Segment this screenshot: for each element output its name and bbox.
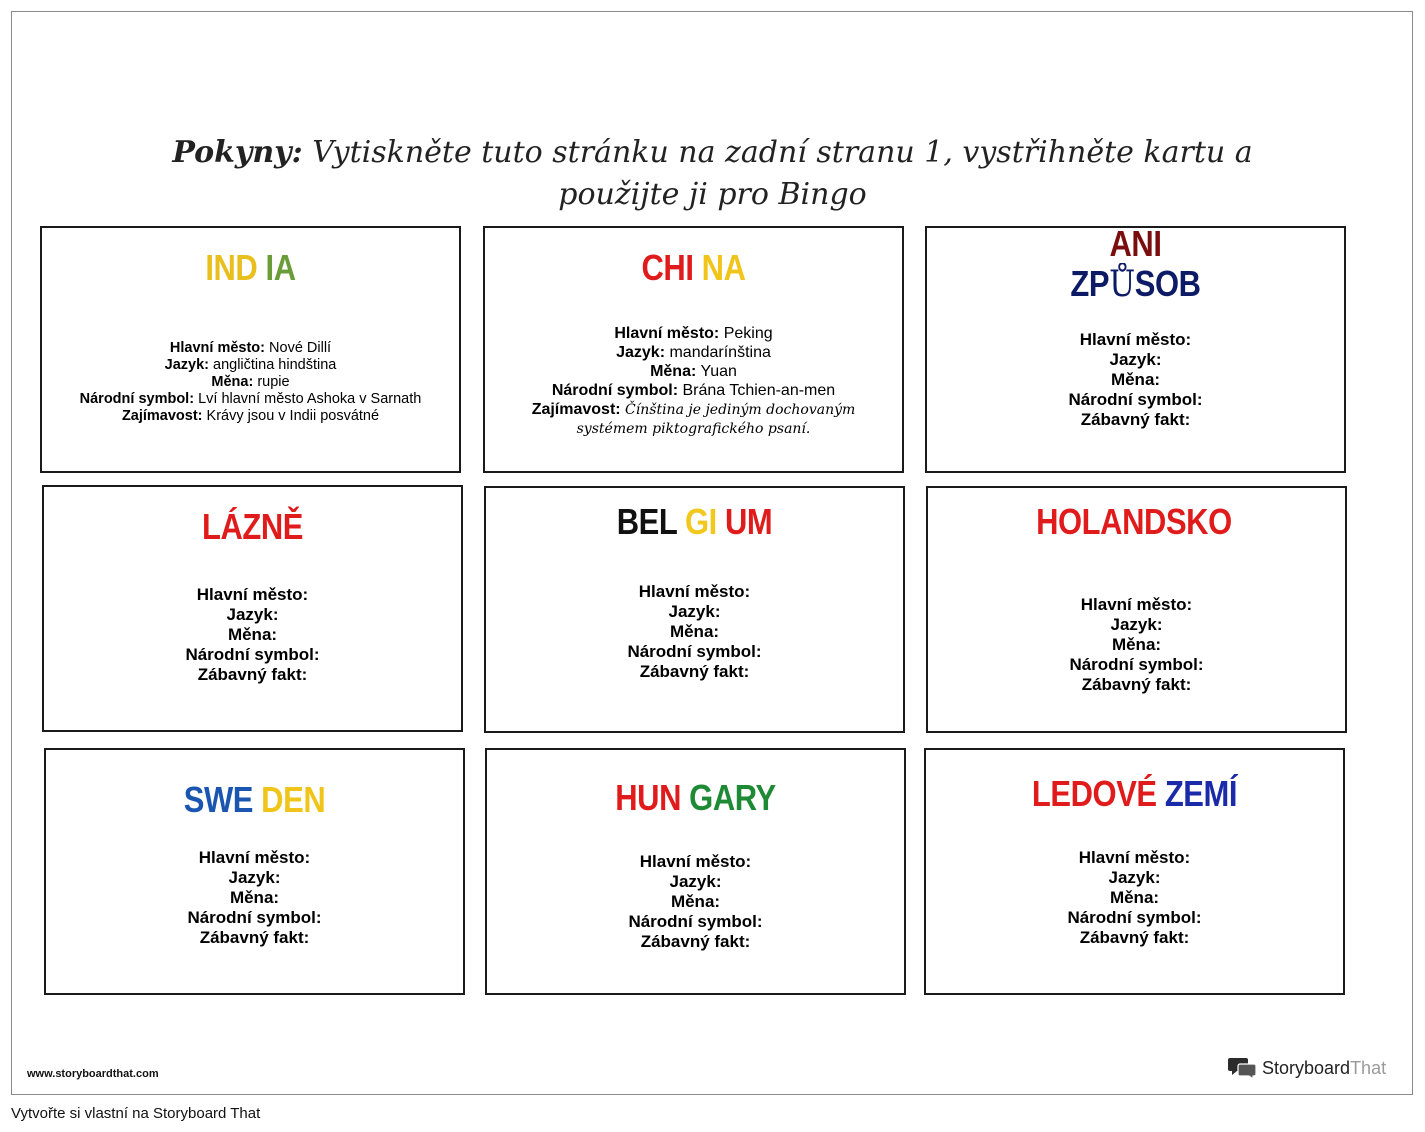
- instructions-label: Pokyny:: [172, 135, 303, 170]
- brand-part2: That: [1350, 1057, 1387, 1078]
- field-label: Měna:: [669, 622, 720, 641]
- bottom-caption[interactable]: Vytvořte si vlastní na Storyboard That: [11, 1105, 261, 1122]
- field-value: Yuan: [696, 363, 737, 380]
- field-label: Jazyk:: [1109, 350, 1162, 369]
- field-label: Měna:: [227, 625, 278, 644]
- field-row: [485, 362, 902, 381]
- card-fields: [485, 324, 902, 439]
- field-label: Měna:: [1111, 635, 1162, 654]
- field-label: Měna:: [1110, 370, 1161, 389]
- field-label: Jazyk:: [668, 602, 721, 621]
- field-label: Měna:: [229, 888, 280, 907]
- card-title: [955, 774, 1314, 814]
- field-label: Národní symbol:: [1068, 390, 1203, 409]
- card-title-part: ZEMÍ: [1156, 773, 1238, 814]
- field-value: angličtina hindština: [208, 357, 337, 373]
- field-row: [42, 374, 459, 391]
- field-row: [42, 340, 459, 357]
- field-label: Jazyk:: [164, 357, 209, 373]
- card-fields: [926, 848, 1343, 948]
- field-label: Měna:: [670, 892, 721, 911]
- card-title-part: IND: [205, 247, 258, 288]
- field-value: rupie: [253, 374, 290, 390]
- card-fields: [44, 585, 461, 685]
- card-title-part: IA: [257, 247, 296, 288]
- field-label: Zábavný fakt:: [1081, 675, 1192, 694]
- field-label: Jazyk:: [669, 872, 722, 891]
- card-title-part: UM: [716, 501, 773, 542]
- speech-bubbles-icon: [1228, 1056, 1258, 1080]
- card-fields: [486, 582, 903, 682]
- field-label: Národní symbol:: [185, 645, 320, 664]
- card-title-line2: [956, 264, 1315, 305]
- field-row: [485, 381, 902, 400]
- card-fields: [487, 852, 904, 952]
- card-fields: [928, 595, 1345, 695]
- field-label: Hlavní město:: [638, 582, 751, 601]
- field-label: Hlavní město:: [1078, 848, 1191, 867]
- field-label: Zábavný fakt:: [1080, 410, 1191, 429]
- field-value: Lví hlavní město Ashoka v Sarnath: [194, 391, 422, 407]
- brand-part1: Storyboard: [1262, 1057, 1351, 1078]
- field-label: Zajímavost:: [531, 401, 621, 418]
- card-fields: [927, 330, 1344, 430]
- footer-url[interactable]: www.storyboardthat.com: [27, 1068, 159, 1080]
- field-label: Měna:: [1109, 888, 1160, 907]
- card-title: [956, 224, 1315, 264]
- card-title: [71, 248, 430, 288]
- bingo-card-2: [483, 226, 904, 473]
- field-label: Hlavní město:: [639, 852, 752, 871]
- instructions: [100, 132, 1325, 216]
- storyboardthat-logo[interactable]: [1228, 1055, 1386, 1081]
- card-title-part: CHI: [641, 247, 694, 288]
- field-label: Hlavní město:: [1080, 595, 1193, 614]
- field-label: Národní symbol:: [627, 642, 762, 661]
- bingo-card-9: [924, 748, 1345, 995]
- field-label: Zábavný fakt:: [639, 662, 750, 681]
- bingo-card-1: [40, 226, 461, 473]
- card-title-part: ZP: [1070, 263, 1110, 304]
- field-value: Peking: [719, 325, 773, 342]
- field-value: Čínština je jediným dochovaným: [620, 402, 856, 418]
- bingo-card-3: [925, 223, 1346, 473]
- field-label: Hlavní město:: [169, 340, 265, 356]
- card-title: [514, 248, 873, 288]
- field-label: Národní symbol:: [1069, 655, 1204, 674]
- field-label: Hlavní město:: [614, 325, 720, 342]
- card-title: [75, 780, 434, 820]
- bingo-card-4: [42, 485, 463, 732]
- card-fields: [46, 848, 463, 948]
- field-label: Zajímavost:: [121, 408, 203, 424]
- field-label: Hlavní město:: [196, 585, 309, 604]
- field-row: [42, 357, 459, 374]
- bingo-card-5: [484, 486, 905, 733]
- card-title-part: HOLANDSKO: [1036, 501, 1232, 542]
- field-label: Jazyk:: [1108, 868, 1161, 887]
- card-title-part: LÁZNĚ: [201, 506, 304, 547]
- field-label: Měna:: [650, 363, 697, 380]
- field-value: mandarínština: [665, 344, 771, 361]
- field-label: Národní symbol:: [551, 382, 679, 399]
- field-row: [485, 400, 902, 420]
- field-label: Jazyk:: [1110, 615, 1163, 634]
- field-label: Jazyk:: [616, 344, 666, 361]
- field-label: Národní symbol:: [1067, 908, 1202, 927]
- card-title-part: GARY: [681, 777, 776, 818]
- field-row: [42, 408, 459, 425]
- card-fields: [42, 340, 459, 425]
- field-continuation: systémem piktografického psaní.: [576, 421, 811, 437]
- card-title: [515, 502, 874, 542]
- field-label: Národní symbol:: [628, 912, 763, 931]
- field-label: Zábavný fakt:: [640, 932, 751, 951]
- card-title-part: SWE: [183, 779, 253, 820]
- card-title-part: NA: [693, 247, 746, 288]
- card-title-part: HUN: [615, 777, 682, 818]
- card-title-part: DEN: [252, 779, 326, 820]
- field-label: Hlavní město:: [198, 848, 311, 867]
- field-row: [485, 324, 902, 343]
- field-value: Brána Tchien-an-men: [678, 382, 836, 399]
- instructions-text-line1: Vytiskněte tuto stránku na zadní stranu 1, vystřihněte kartu a: [302, 135, 1253, 170]
- instructions-text-line2: použijte ji pro Bingo: [558, 177, 867, 212]
- card-title: [957, 502, 1316, 546]
- field-value: Krávy jsou v Indii posvátné: [202, 408, 380, 424]
- card-title-part: LEDOVÉ: [1031, 773, 1157, 814]
- card-title-part: SOB: [1134, 263, 1201, 304]
- bingo-card-6: [926, 486, 1347, 733]
- card-title-part: GI: [676, 501, 717, 542]
- field-label: Hlavní město:: [1079, 330, 1192, 349]
- field-label: Zábavný fakt:: [199, 928, 310, 947]
- field-label: Jazyk:: [228, 868, 281, 887]
- field-label: Národní symbol:: [79, 391, 195, 407]
- field-label: Měna:: [211, 374, 254, 390]
- card-title-part: ANI: [1109, 223, 1162, 264]
- card-title: [516, 778, 875, 818]
- field-row: [485, 343, 902, 362]
- field-label: Národní symbol:: [187, 908, 322, 927]
- card-title-part: Ů: [1109, 264, 1135, 305]
- card-title-part: BEL: [616, 501, 677, 542]
- field-label: Jazyk:: [226, 605, 279, 624]
- field-value: Nové Dillí: [265, 340, 332, 356]
- bingo-card-8: [485, 748, 906, 995]
- field-row: [42, 391, 459, 408]
- bingo-card-7: [44, 748, 465, 995]
- brand-name: [1262, 1058, 1386, 1079]
- card-title: [73, 507, 432, 547]
- field-label: Zábavný fakt:: [1079, 928, 1190, 947]
- field-label: Zábavný fakt:: [197, 665, 308, 684]
